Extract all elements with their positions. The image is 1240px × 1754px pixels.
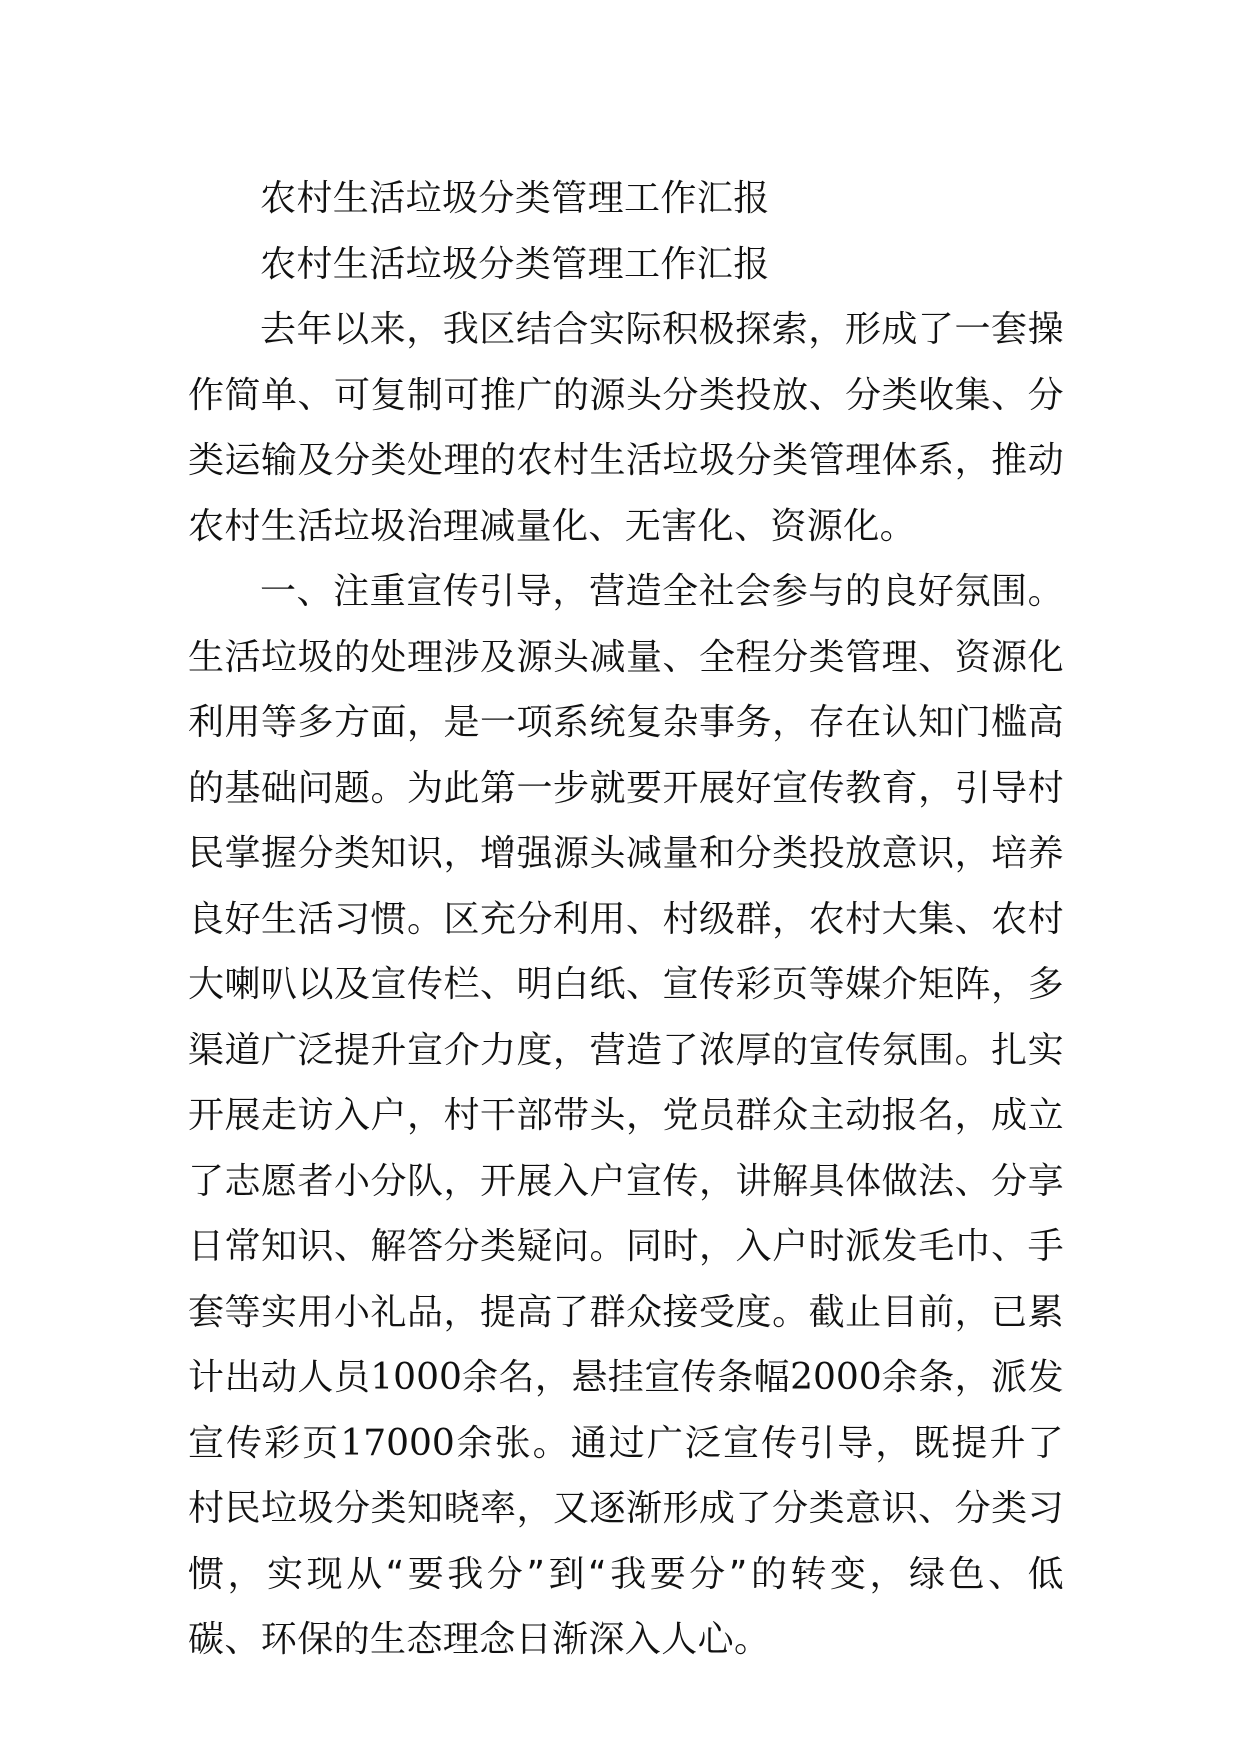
section-1-paragraph: [188, 559, 1064, 1673]
section-1-text-part3: 余条，派发宣传彩页: [188, 1357, 1064, 1464]
section-1-text-part2: 余名，悬挂宣传条幅: [461, 1357, 791, 1398]
section-1-text-part1: 一、注重宣传引导，营造全社会参与的良好氛围。生活垃圾的处理涉及源头减量、全程分类管理、资源化利用等多方面，是一项系统复杂事务，存在认知门槛高的基础问题。为此第一步就要开展好宣传教育，引导村民掌握分类知识，增强源头减量和分类投放意识，培养良好生活习惯。区充分利用、村级群，农村大集、农村大喇叭以及宣传栏、明白纸、宣传彩页等媒介矩阵，多渠道广泛提升宣介力度，营造了浓厚的宣传氛围。扎实开展走访入户，村干部带头，党员群众主动报名，成立了志愿者小分队，开展入户宣传，讲解具体做法、分享日常知识、解答分类疑问。同时，入户时派发毛巾、手套等实用小礼品，提高了群众接受度。截止目前，已累计出动人员: [188, 571, 1064, 1398]
intro-paragraph: 去年以来，我区结合实际积极探索，形成了一套操作简单、可复制可推广的源头分类投放、分类收集、分类运输及分类处理的农村生活垃圾分类管理体系，推动农村生活垃圾治理减量化、无害化、资源化。: [188, 309, 1064, 547]
document-body: [188, 166, 1064, 1673]
document-subtitle: 农村生活垃圾分类管理工作汇报: [260, 243, 770, 285]
staff-count: 1000: [370, 1357, 462, 1398]
section-1-text-part4: 余张。通过广泛宣传引导，既提升了村民垃圾分类知晓率，又逐渐形成了分类意识、分类习惯，实现从“要我分”到“我要分”的转变，绿色、低碳、环保的生态理念日渐深入人心。: [188, 1422, 1064, 1660]
leaflet-count: 17000: [340, 1422, 455, 1464]
document-title: 农村生活垃圾分类管理工作汇报: [260, 178, 770, 219]
banner-count: 2000: [790, 1357, 882, 1398]
